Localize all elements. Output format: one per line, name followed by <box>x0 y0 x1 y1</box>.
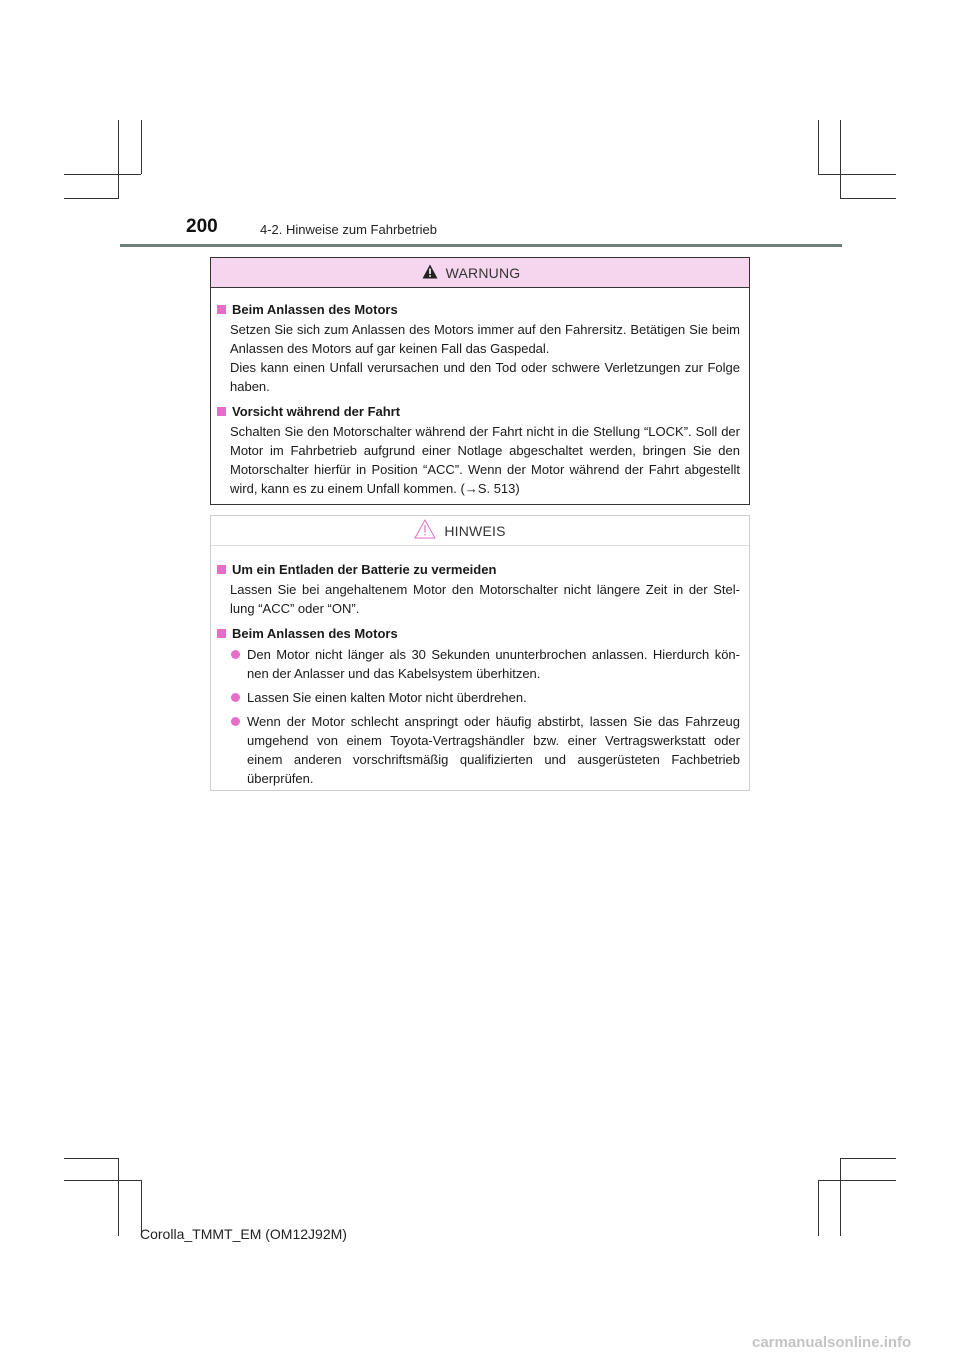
note-section-heading: Beim Anlassen des Motors <box>217 624 740 643</box>
caution-triangle-icon <box>414 519 436 542</box>
crop-mark <box>818 1180 819 1236</box>
warning-paragraph: Setzen Sie sich zum Anlassen des Motors immer auf den Fahrersitz. Betätigen Sie beim Anlassen des Motors auf gar keinen Fall das Gaspedal. Dies kann einen Unfall verursachen und den Tod oder schwere Verletzungen zur Folge haben. <box>230 322 740 394</box>
crop-mark <box>64 1180 141 1181</box>
crop-mark <box>141 120 142 174</box>
list-item: Den Motor nicht länger als 30 Sekunden ununterbrochen anlassen. Hierdurch kön-nen der Anlasser und das Kabelsystem überhitzen. <box>230 645 740 683</box>
crop-mark <box>840 198 896 199</box>
crop-mark <box>840 1158 841 1236</box>
note-paragraph: Lassen Sie bei angehaltenem Motor den Motorschalter nicht längere Zeit in der Stel-lung “ACC” oder “ON”. <box>230 582 740 616</box>
square-bullet-icon <box>217 565 226 574</box>
page-number: 200 <box>186 216 218 237</box>
crop-mark <box>840 120 841 198</box>
crop-mark <box>118 120 119 198</box>
warning-paragraph: Schalten Sie den Motorschalter während der Fahrt nicht in die Stellung “LOCK”. Soll der Motor im Fahrbetrieb aufgrund einer Notlage abgeschaltet werden, bringen Sie den Motorschalter hierfür in Position “ACC”. Wenn der Motor während der Fahrt abgestellt wird, kann es zu einem Unfall kommen. (→S. 513) <box>230 424 740 496</box>
round-bullet-icon <box>231 650 240 659</box>
crop-mark <box>818 174 896 175</box>
crop-mark <box>840 1158 896 1159</box>
crop-mark <box>64 1158 119 1159</box>
list-item: Wenn der Motor schlecht anspringt oder häufig abstirbt, lassen Sie das Fahrzeug umgehend von einem Toyota-Vertragshändler bzw. einer Vertragswerkstatt oder einem anderen vorschriftsmäßig qualifizierten und ausgerüsteten Fachbetrieb überprüfen. <box>230 712 740 788</box>
crop-mark <box>64 198 119 199</box>
warning-section-heading: Vorsicht während der Fahrt <box>217 402 740 421</box>
round-bullet-icon <box>231 717 240 726</box>
crop-mark <box>818 1180 896 1181</box>
note-header <box>211 516 749 546</box>
note-title: HINWEIS <box>444 522 506 539</box>
square-bullet-icon <box>217 407 226 416</box>
note-box <box>210 515 750 791</box>
warning-triangle-icon <box>422 264 438 282</box>
square-bullet-icon <box>217 305 226 314</box>
watermark: carmanualsonline.info <box>752 1334 912 1351</box>
warning-box <box>210 257 750 505</box>
crop-mark <box>118 1158 119 1236</box>
warning-title: WARNUNG <box>445 264 521 281</box>
list-item: Lassen Sie einen kalten Motor nicht überdrehen. <box>230 688 740 707</box>
note-section-heading: Um ein Entladen der Batterie zu vermeiden <box>217 560 740 579</box>
warning-header <box>211 258 749 288</box>
document-code: Corolla_TMMT_EM (OM12J92M) <box>140 1226 347 1242</box>
square-bullet-icon <box>217 629 226 638</box>
note-content <box>211 546 749 788</box>
section-title: 4-2. Hinweise zum Fahrbetrieb <box>260 222 438 237</box>
warning-section-heading: Beim Anlassen des Motors <box>217 300 740 319</box>
crop-mark <box>64 174 141 175</box>
warning-content <box>211 288 749 498</box>
round-bullet-icon <box>231 693 240 702</box>
crop-mark <box>818 120 819 174</box>
header-rule <box>120 244 842 247</box>
